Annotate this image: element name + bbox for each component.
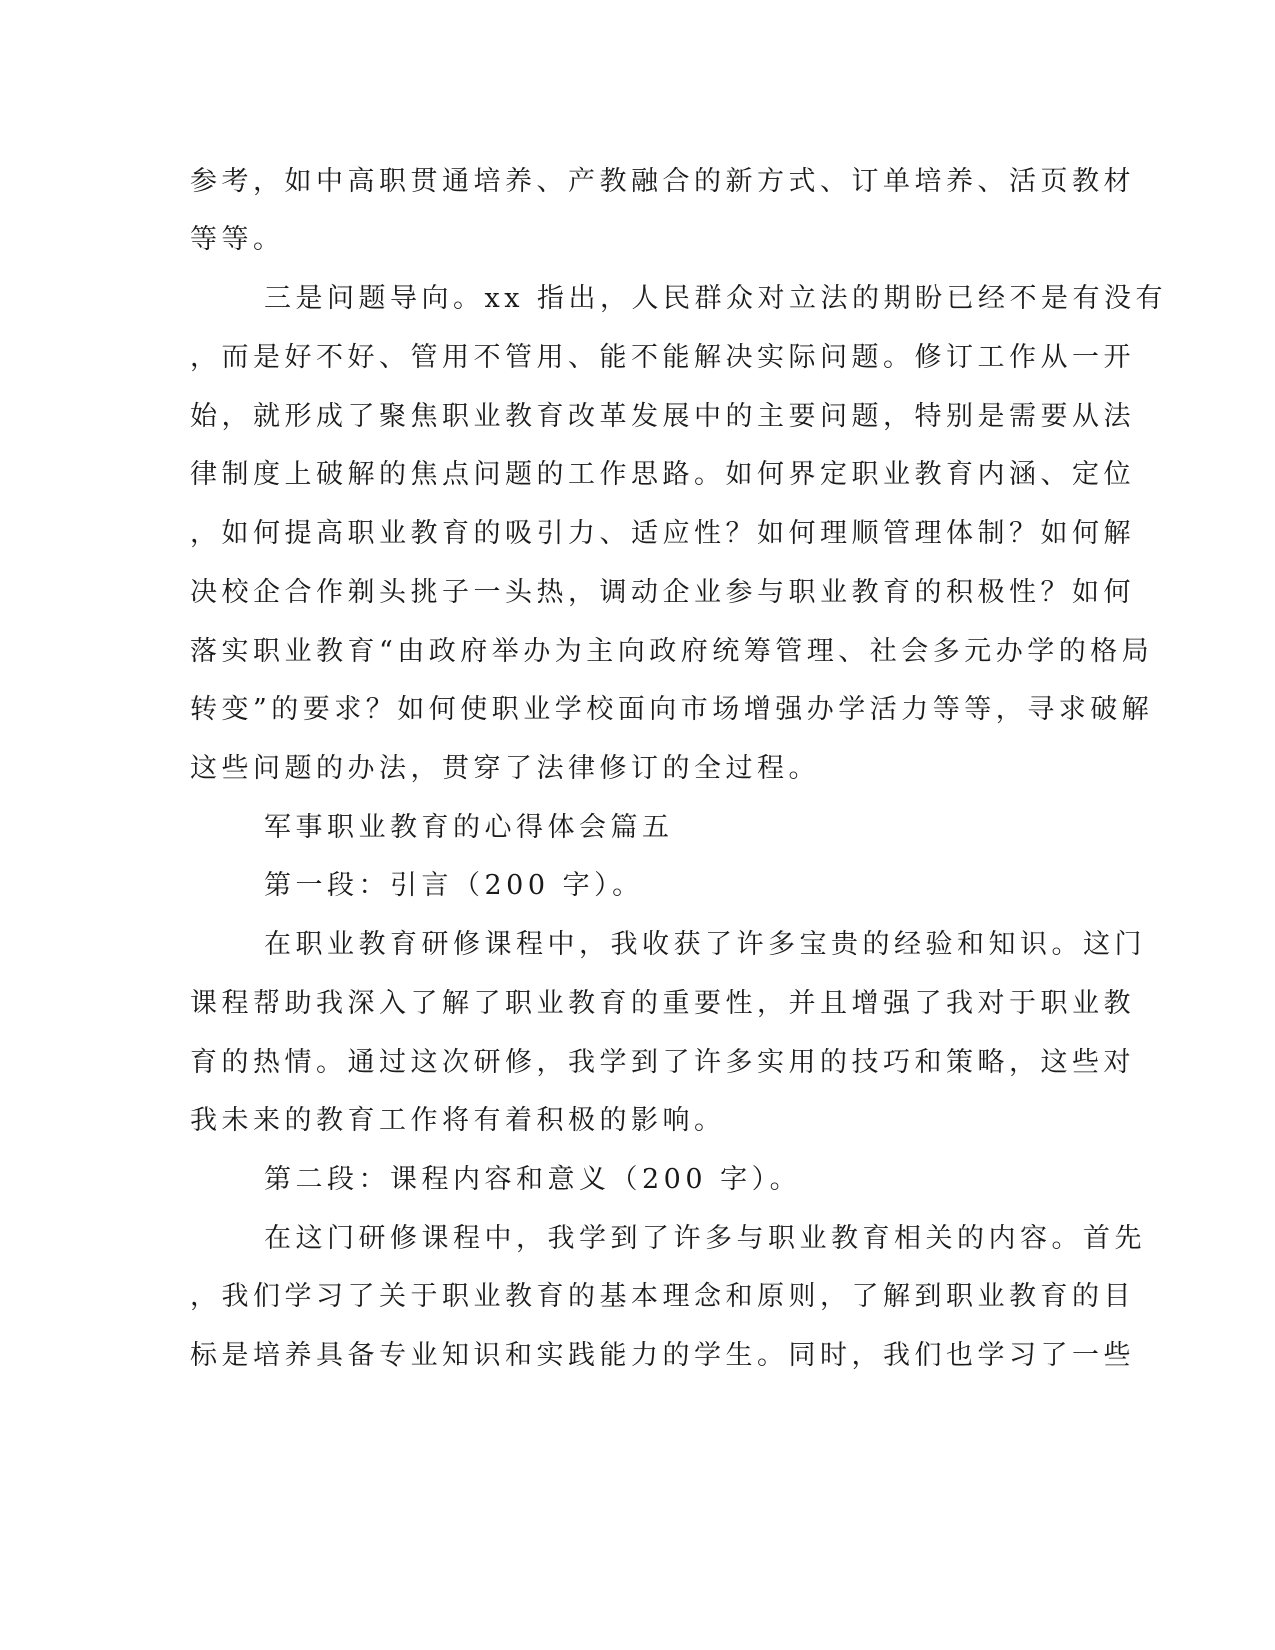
text-line: 育的热情。通过这次研修，我学到了许多实用的技巧和策略，这些对 [190,1047,1135,1078]
text-line: 决校企合作剃头挑子一头热，调动企业参与职业教育的积极性？如何 [190,577,1135,608]
text-line: 这些问题的办法，贯穿了法律修订的全过程。 [190,753,820,784]
text-line: 课程帮助我深入了解了职业教育的重要性，并且增强了我对于职业教 [190,988,1135,1019]
text-line: 转变”的要求？如何使职业学校面向市场增强办学活力等等，寻求破解 [190,694,1154,725]
paragraph-start-line: 三是问题导向。xx 指出，人民群众对立法的期盼已经不是有没有 [264,283,1168,314]
paragraph-start-line: 在这门研修课程中，我学到了许多与职业教育相关的内容。首先 [264,1223,1146,1254]
text-line: 律制度上破解的焦点问题的工作思路。如何界定职业教育内涵、定位 [190,459,1135,490]
text-line: 落实职业教育“由政府举办为主向政府统筹管理、社会多元办学的格局 [190,636,1154,667]
text-line: 我未来的教育工作将有着积极的影响。 [190,1105,726,1136]
paragraph-start-line: 在职业教育研修课程中，我收获了许多宝贵的经验和知识。这门 [264,929,1146,960]
text-line: 标是培养具备专业知识和实践能力的学生。同时，我们也学习了一些 [190,1340,1135,1371]
text-line: ，我们学习了关于职业教育的基本理念和原则，了解到职业教育的目 [190,1281,1135,1312]
text-line: 始，就形成了聚焦职业教育改革发展中的主要问题，特别是需要从法 [190,401,1135,432]
section-heading: 军事职业教育的心得体会篇五 [264,812,674,843]
subheading: 第二段：课程内容和意义（200 字）。 [264,1164,802,1195]
text-line: ，而是好不好、管用不管用、能不能解决实际问题。修订工作从一开 [190,342,1135,373]
text-line: ，如何提高职业教育的吸引力、适应性？如何理顺管理体制？如何解 [190,518,1135,549]
text-line: 等等。 [190,224,285,255]
text-line: 参考，如中高职贯通培养、产教融合的新方式、订单培养、活页教材 [190,166,1135,197]
subheading: 第一段：引言（200 字）。 [264,870,644,901]
